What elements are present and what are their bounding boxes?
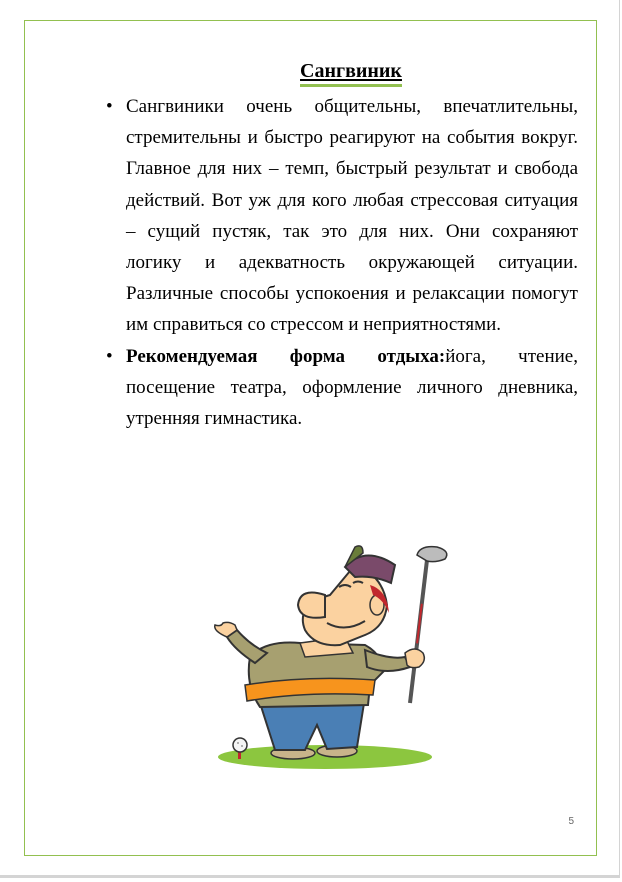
title-wrap: [0, 58, 622, 87]
bullet-icon: •: [106, 96, 113, 117]
list-item: [106, 341, 578, 435]
bullet-lead: Рекомендуемая форма отдыха:: [126, 345, 446, 367]
bullet-list: [106, 91, 578, 434]
golfer-cartoon-icon: [205, 535, 465, 775]
bullet-text: йога, чтение, посещение театра, оформление личного дневника, утренняя гимнастика.: [126, 345, 578, 430]
page-number: 5: [568, 816, 574, 827]
golf-ball: [233, 738, 247, 752]
bullet-icon: •: [106, 345, 113, 367]
arm-left: [227, 630, 267, 663]
golf-club-head: [417, 547, 447, 562]
arm-right: [365, 650, 410, 671]
list-item: [106, 91, 578, 341]
nose: [298, 593, 325, 618]
bullet-text: Сангвиники очень общительны, впечатлительны, стремительны и быстро реагируют на события вокруг. Главное для них – темп, быстрый результат и свобода действий. Вот уж для кого любая стрессовая ситуация – сущий пустяк, так это для них. Они сохраняют логику и адекватность окружающей ситуации. Различные способы успокоения и релаксации помогут им справиться со стрессом и неприятностями.: [126, 96, 578, 336]
page-title: Сангвиник: [300, 58, 402, 87]
hand-right: [405, 649, 424, 668]
